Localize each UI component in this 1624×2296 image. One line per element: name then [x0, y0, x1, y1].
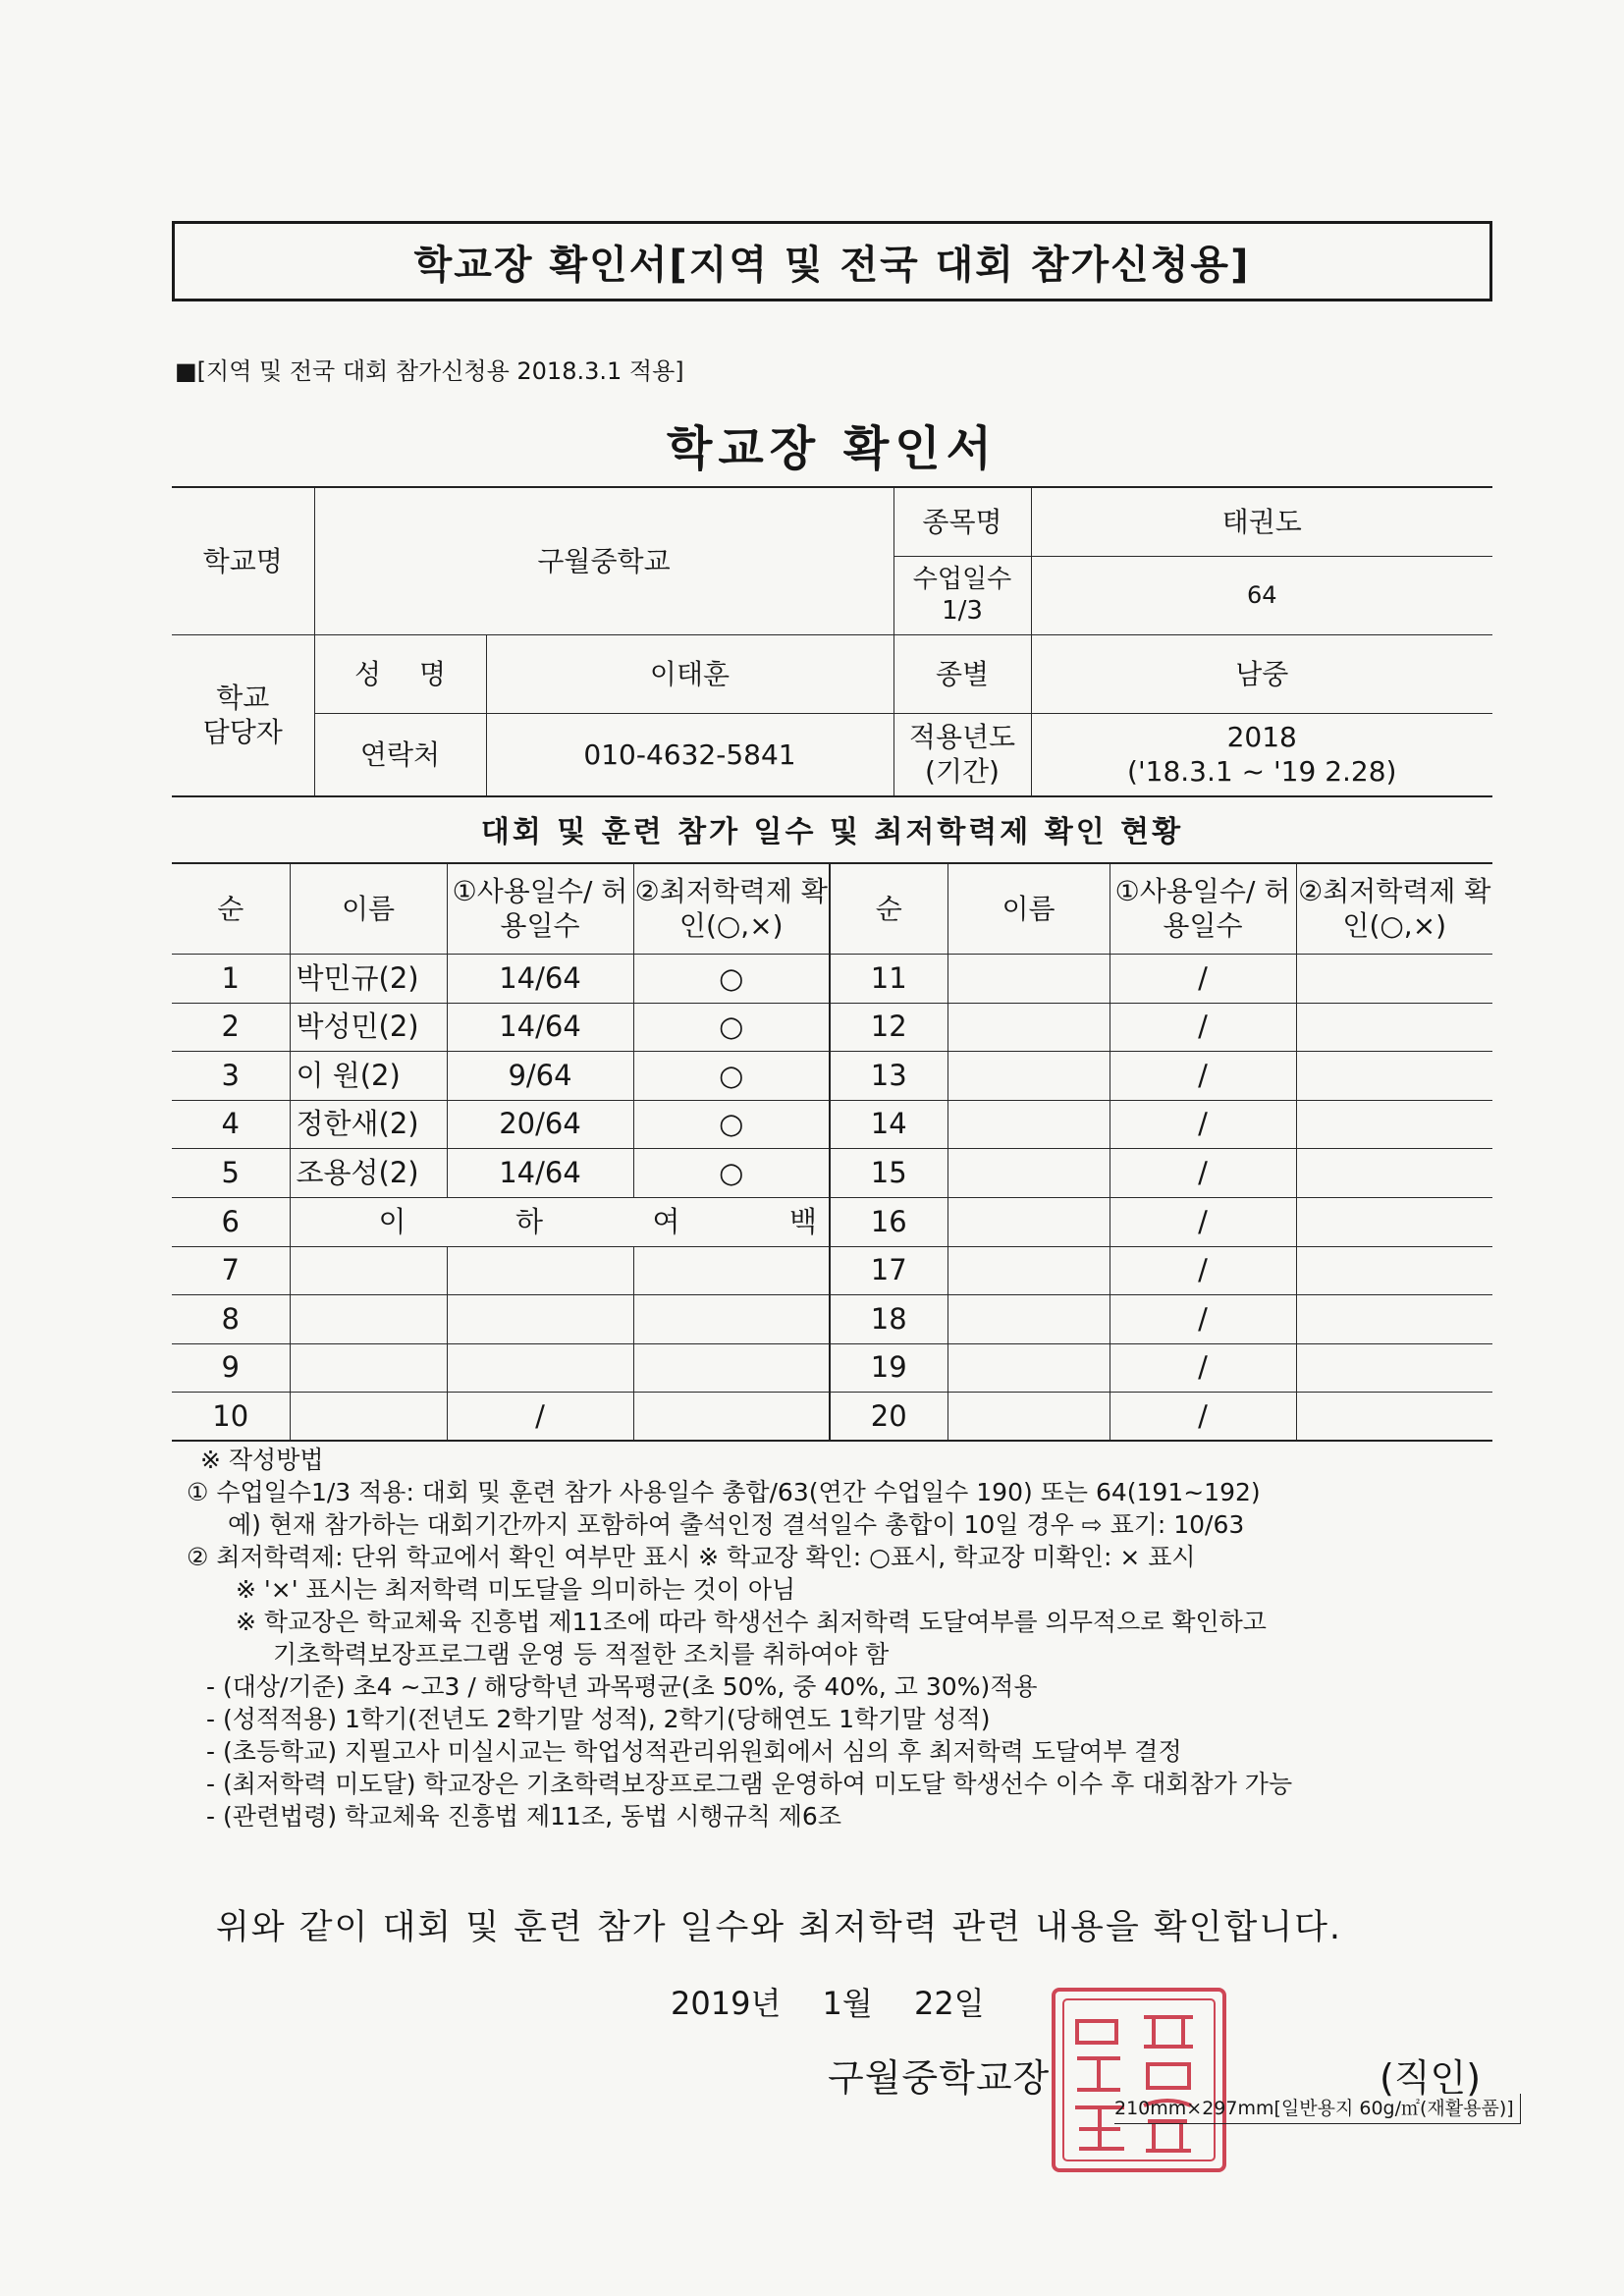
row-number: 19 — [830, 1343, 947, 1392]
student-name — [947, 1003, 1110, 1051]
roster-row — [172, 1197, 1492, 1246]
row-number: 6 — [172, 1197, 290, 1246]
confirmation-statement: 위와 같이 대회 및 훈련 참가 일수와 최저학력 관련 내용을 확인합니다. — [216, 1908, 1343, 1947]
period-value: ('18.3.1 ~ '19 2.28) — [1127, 755, 1397, 789]
achievement-check — [633, 1246, 830, 1294]
roster-row — [172, 1051, 1492, 1100]
blank-remainder-char: 하 — [514, 1204, 543, 1238]
achievement-check — [1296, 1294, 1492, 1343]
row-number: 12 — [830, 1003, 947, 1051]
days-used: 14/64 — [447, 1148, 633, 1197]
student-name: 이 원(2) — [290, 1051, 447, 1100]
roster-row — [172, 1003, 1492, 1051]
header-no: 순 — [172, 863, 290, 954]
name-value: 이태훈 — [486, 634, 893, 713]
days-used: / — [1110, 1294, 1296, 1343]
student-name: 조용성(2) — [290, 1148, 447, 1197]
note-line: - (관련법령) 학교체육 진흥법 제11조, 동법 시행규칙 제6조 — [206, 1802, 841, 1831]
days-used: / — [1110, 1051, 1296, 1100]
row-number: 8 — [172, 1294, 290, 1343]
days-used: / — [1110, 1392, 1296, 1441]
main-title: 학교장 확인서 — [667, 421, 998, 476]
achievement-check — [1296, 1148, 1492, 1197]
achievement-check — [1296, 1246, 1492, 1294]
row-number: 9 — [172, 1343, 290, 1392]
date-year: 2019년 — [671, 1985, 782, 2022]
note-line: ※ 작성방법 — [200, 1446, 324, 1474]
days-used: 20/64 — [447, 1100, 633, 1148]
row-number: 1 — [172, 954, 290, 1003]
note-line: ※ '×' 표시는 최저학력 미도달을 의미하는 것이 아님 — [236, 1575, 796, 1604]
note-line: 예) 현재 참가하는 대회기간까지 포함하여 출석인정 결석일수 총합이 10일 경우 ⇨ 표기: 10/63 — [228, 1510, 1245, 1539]
student-name — [947, 954, 1110, 1003]
days-used: 14/64 — [447, 954, 633, 1003]
row-number: 18 — [830, 1294, 947, 1343]
year-value: 2018 — [1226, 721, 1297, 754]
header-no: 순 — [830, 863, 947, 954]
note-line: - (대상/기준) 초4 ~고3 / 해당학년 과목평균(초 50%, 중 40%, 고 30%)적용 — [206, 1672, 1038, 1701]
principal-signature-line: 구월중학교장 — [828, 2056, 1051, 2100]
contact-value: 010-4632-5841 — [486, 713, 893, 796]
header-days: ①사용일수/ 허용일수 — [1110, 863, 1296, 954]
achievement-check — [1296, 1100, 1492, 1148]
row-number: 5 — [172, 1148, 290, 1197]
student-name — [290, 1392, 447, 1441]
form-subnote: ■[지역 및 전국 대회 참가신청용 2018.3.1 적용] — [175, 357, 684, 385]
days-used — [447, 1343, 633, 1392]
days-used: / — [1110, 1197, 1296, 1246]
gender-label: 종별 — [893, 634, 1031, 713]
roster-row — [172, 1100, 1492, 1148]
achievement-check — [633, 1343, 830, 1392]
row-number: 2 — [172, 1003, 290, 1051]
roster-table — [172, 862, 1492, 1442]
row-number: 14 — [830, 1100, 947, 1148]
days-used: / — [1110, 1100, 1296, 1148]
student-name — [947, 1294, 1110, 1343]
student-name — [947, 1343, 1110, 1392]
blank-remainder-note — [290, 1197, 830, 1246]
student-name — [947, 1148, 1110, 1197]
achievement-check: ○ — [633, 954, 830, 1003]
student-name — [947, 1100, 1110, 1148]
achievement-check — [1296, 954, 1492, 1003]
roster-section-title: 대회 및 훈련 참가 일수 및 최저학력제 확인 현황 — [480, 815, 1184, 849]
achievement-check: ○ — [633, 1148, 830, 1197]
student-name — [947, 1246, 1110, 1294]
days-used: / — [1110, 1246, 1296, 1294]
staff-label: 학교 담당자 — [172, 634, 314, 796]
days-used — [447, 1246, 633, 1294]
sport-label: 종목명 — [893, 487, 1031, 556]
row-number: 13 — [830, 1051, 947, 1100]
days-used: / — [447, 1392, 633, 1441]
days-value: 64 — [1031, 556, 1492, 634]
row-number: 7 — [172, 1246, 290, 1294]
note-line: 기초학력보장프로그램 운영 등 적절한 조치를 취하여야 함 — [273, 1640, 890, 1668]
school-label: 학교명 — [172, 487, 314, 634]
row-number: 17 — [830, 1246, 947, 1294]
roster-row — [172, 1294, 1492, 1343]
blank-remainder-char: 이 — [378, 1204, 406, 1238]
days-used: / — [1110, 954, 1296, 1003]
date-day: 22일 — [913, 1985, 985, 2022]
seal-label: (직인) — [1380, 2056, 1482, 2100]
header-check: ②최저학력제 확인(○,×) — [1296, 863, 1492, 954]
achievement-check — [1296, 1051, 1492, 1100]
days-used: 9/64 — [447, 1051, 633, 1100]
days-used: / — [1110, 1148, 1296, 1197]
roster-header-row — [172, 863, 1492, 954]
row-number: 11 — [830, 954, 947, 1003]
note-line: ※ 학교장은 학교체육 진흥법 제11조에 따라 학생선수 최저학력 도달여부를 의무적으로 확인하고 — [236, 1608, 1267, 1636]
issue-date — [671, 1979, 1016, 2024]
row-number: 4 — [172, 1100, 290, 1148]
achievement-check — [1296, 1343, 1492, 1392]
student-name — [290, 1343, 447, 1392]
student-name: 박민규(2) — [290, 954, 447, 1003]
note-line: ① 수업일수1/3 적용: 대회 및 훈련 참가 사용일수 총합/63(연간 수업일수 190) 또는 64(191~192) — [187, 1478, 1261, 1506]
form-title-box: 학교장 확인서[지역 및 전국 대회 참가신청용] — [172, 221, 1492, 301]
header-days: ①사용일수/ 허용일수 — [447, 863, 633, 954]
blank-remainder-char: 여 — [652, 1204, 680, 1238]
achievement-check: ○ — [633, 1051, 830, 1100]
official-seal-icon — [1046, 1982, 1232, 2178]
days-used: 14/64 — [447, 1003, 633, 1051]
gender-value: 남중 — [1031, 634, 1492, 713]
header-check: ②최저학력제 확인(○,×) — [633, 863, 830, 954]
school-value: 구월중학교 — [314, 487, 893, 634]
note-line: - (최저학력 미도달) 학교장은 기초학력보장프로그램 운영하여 미도달 학생선수 이수 후 대회참가 가능 — [206, 1770, 1293, 1798]
days-label: 수업일수 1/3 — [893, 556, 1031, 634]
row-number: 15 — [830, 1148, 947, 1197]
row-number: 20 — [830, 1392, 947, 1441]
roster-row — [172, 1392, 1492, 1441]
header-name: 이름 — [290, 863, 447, 954]
year-label: 적용년도 (기간) — [893, 713, 1031, 796]
roster-row — [172, 1148, 1492, 1197]
days-used — [447, 1294, 633, 1343]
year-cell — [1031, 713, 1492, 796]
student-name — [947, 1051, 1110, 1100]
row-number: 16 — [830, 1197, 947, 1246]
achievement-check — [633, 1392, 830, 1441]
student-name — [947, 1197, 1110, 1246]
contact-label: 연락처 — [314, 713, 486, 796]
achievement-check: ○ — [633, 1003, 830, 1051]
student-name — [290, 1294, 447, 1343]
achievement-check: ○ — [633, 1100, 830, 1148]
roster-row — [172, 954, 1492, 1003]
blank-remainder-char: 백 — [788, 1204, 817, 1238]
note-line: - (초등학교) 지필고사 미실시교는 학업성적관리위원회에서 심의 후 최저학력 도달여부 결정 — [206, 1737, 1182, 1766]
note-line: - (성적적용) 1학기(전년도 2학기말 성적), 2학기(당해연도 1학기말 성적) — [206, 1705, 991, 1733]
roster-row — [172, 1246, 1492, 1294]
date-month: 1월 — [822, 1985, 873, 2022]
student-name — [947, 1392, 1110, 1441]
row-number: 10 — [172, 1392, 290, 1441]
student-name: 박성민(2) — [290, 1003, 447, 1051]
student-name: 정한새(2) — [290, 1100, 447, 1148]
note-line: ② 최저학력제: 단위 학교에서 확인 여부만 표시 ※ 학교장 확인: ○표시, 학교장 미확인: × 표시 — [187, 1543, 1196, 1571]
instructions — [187, 1444, 1502, 1832]
paper-spec-footer: 210mm×297mm[일반용지 60g/㎡(재활용품)] — [1114, 2094, 1521, 2124]
student-name — [290, 1246, 447, 1294]
achievement-check — [1296, 1197, 1492, 1246]
info-table — [172, 486, 1492, 797]
sport-value: 태권도 — [1031, 487, 1492, 556]
name-label: 성 명 — [314, 634, 486, 713]
roster-row — [172, 1343, 1492, 1392]
achievement-check — [1296, 1003, 1492, 1051]
days-used: / — [1110, 1343, 1296, 1392]
achievement-check — [1296, 1392, 1492, 1441]
days-used: / — [1110, 1003, 1296, 1051]
achievement-check — [633, 1294, 830, 1343]
row-number: 3 — [172, 1051, 290, 1100]
header-name: 이름 — [947, 863, 1110, 954]
